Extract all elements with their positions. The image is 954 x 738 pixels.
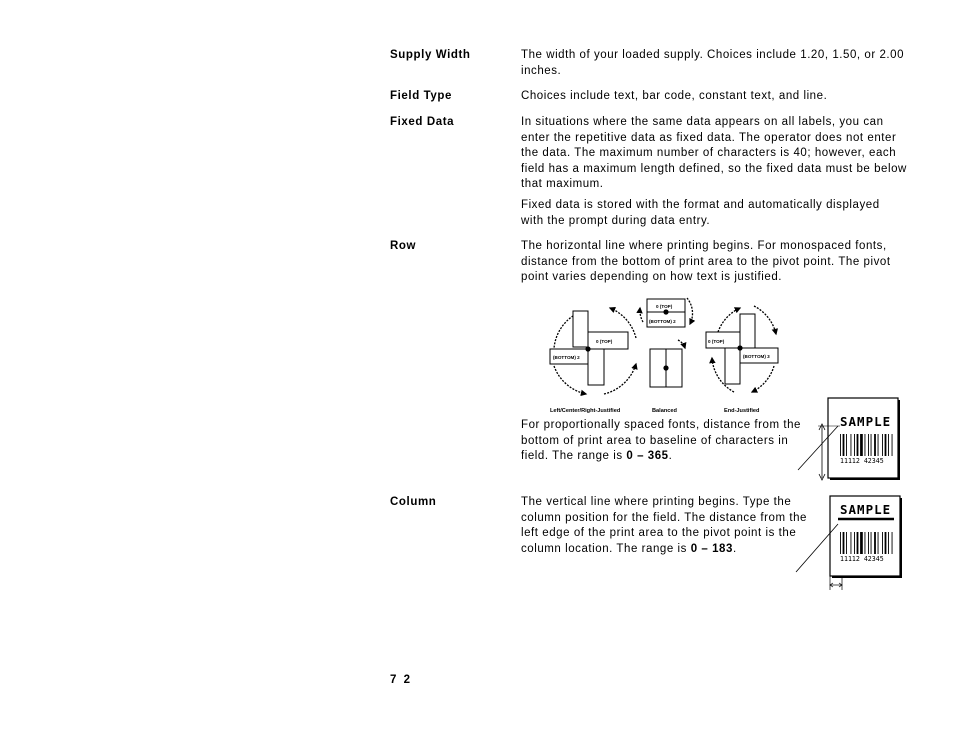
barcode-bar [854, 434, 855, 456]
column-barcode-digits: 11112 42345 [840, 555, 884, 563]
barcode-bar [840, 532, 841, 554]
row-range-period: . [668, 450, 673, 463]
barcode-bar [865, 532, 866, 554]
left-flipped-label: (BOTTOM) 2 [553, 355, 580, 360]
barcode-bar [892, 434, 893, 456]
justification-diagram [540, 294, 790, 420]
balanced-group [640, 298, 693, 387]
left-justified-group [550, 308, 636, 394]
term-column: Column [390, 496, 437, 508]
column-text: The vertical line where printing begins. Type the column position for the field. The distance from the left edge of the print area to the pivot point is the column location. The range is [521, 496, 807, 555]
barcode-bar [865, 434, 866, 456]
barcode-bar [846, 434, 847, 456]
center-rotation-label: 0 (TOP) [656, 304, 673, 309]
row-sample-label-figure [790, 396, 910, 488]
barcode-bar [892, 532, 893, 554]
barcode-bar [860, 532, 863, 554]
row-proportional-description [521, 418, 801, 465]
fixed-data-storage-note: Fixed data is stored with the format and automatically displayed with the prompt during data entry. [521, 199, 880, 227]
barcode-bar [878, 532, 879, 554]
row-proportional-text: For proportionally spaced fonts, distance from the bottom of print area to baseline of characters in field. The range is [521, 419, 801, 463]
row-description: The horizontal line where printing begins. For monospaced fonts, distance from the bottom of print area to the pivot point. The pivot point varies depending on how text is justified. [521, 240, 891, 284]
barcode-bar [860, 434, 863, 456]
term-supply-width: Supply Width [390, 49, 471, 61]
barcode-bar [857, 434, 859, 456]
column-sample-label-figure [790, 490, 910, 592]
barcode-bar [851, 532, 852, 554]
caption-end-justified: End-Justified [724, 408, 760, 414]
row-barcode-digits: 11112 42345 [840, 457, 884, 465]
barcode-bar [874, 434, 876, 456]
barcode-bar [846, 532, 847, 554]
supply-width-description: The width of your loaded supply. Choices include 1.20, 1.50, or 2.00 inches. [521, 49, 905, 77]
barcode-bar [885, 434, 887, 456]
column-range-period: . [732, 542, 737, 555]
row-sample-text: SAMPLE [840, 414, 892, 429]
column-sample-text: SAMPLE [840, 502, 892, 517]
barcode-bar [885, 532, 887, 554]
barcode-bar [868, 532, 869, 554]
term-field-type: Field Type [390, 90, 453, 102]
barcode-bar [843, 532, 845, 554]
barcode-bar [857, 532, 859, 554]
caption-left-center-right: Left/Center/Right-Justified [550, 408, 621, 414]
row-range-value: 0 – 365 [626, 450, 669, 463]
barcode-bar [851, 434, 852, 456]
term-row: Row [390, 240, 417, 252]
column-description [521, 495, 813, 557]
caption-balanced: Balanced [652, 408, 677, 414]
term-fixed-data: Fixed Data [390, 116, 455, 128]
barcode-bar [854, 532, 855, 554]
barcode-bar [888, 532, 889, 554]
barcode-bar [882, 434, 883, 456]
field-type-description: Choices include text, bar code, constant text, and line. [521, 90, 828, 102]
right-flipped-label: (BOTTOM) 3 [743, 354, 770, 359]
barcode-bar [882, 532, 883, 554]
barcode-bar [868, 434, 869, 456]
barcode-bar [840, 434, 841, 456]
center-flipped-label: (BOTTOM) 2 [649, 319, 676, 324]
barcode-bar [878, 434, 879, 456]
fixed-data-description: In situations where the same data appears on all labels, you can enter the repetitive data as fixed data. The operator does not enter the data. The maximum number of characters is 40; however, each field has a maximum length defined, so the fixed data must be below that maximum. [521, 116, 907, 191]
right-rotation-label: 0 (TOP) [708, 339, 725, 344]
barcode-bar [874, 532, 876, 554]
page-number: 7 2 [390, 674, 412, 686]
barcode-bar [871, 532, 872, 554]
end-justified-group [706, 306, 778, 392]
barcode-bar [871, 434, 872, 456]
left-rotation-label: 0 (TOP) [596, 339, 613, 344]
barcode-bar [888, 434, 889, 456]
barcode-bar [843, 434, 845, 456]
column-range-value: 0 – 183 [690, 542, 733, 555]
